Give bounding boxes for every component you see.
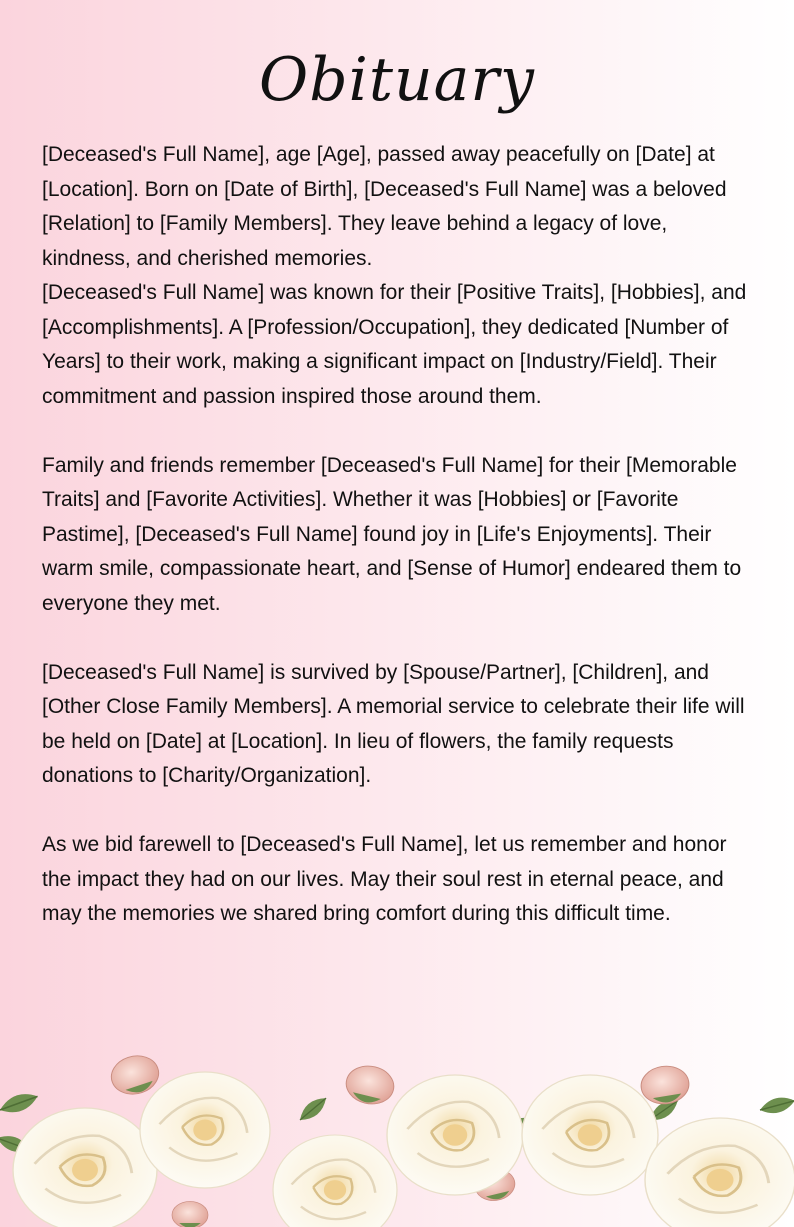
obituary-body (42, 138, 754, 932)
paragraph-intro: [Deceased's Full Name], age [Age], passed away peacefully on [Date] at [Location]. Born on [Date of Birth], [Deceased's Full Name] was a beloved [Relation] to [Family Members]. They leave behind a legacy of love, kindness, and cherished memories. (42, 143, 727, 270)
paragraph-survivors: [Deceased's Full Name] is survived by [Spouse/Partner], [Children], and [Other Close Family Members]. A memorial service to celebrate their life will be held on [Date] at [Location]. In lieu of flowers, the family requests donations to [Charity/Organization]. (42, 660, 745, 787)
rose-border-decoration (0, 1040, 794, 1227)
page-title: Obituary (259, 45, 535, 115)
paragraph-memories: Family and friends remember [Deceased's Full Name] for their [Memorable Traits] and [Favorite Activities]. Whether it was [Hobbies] or [Favorite Pastime], [Deceased's Full Name] found joy in [Life's Enjoyments]. Their warm smile, compassionate heart, and [Sense of Humor] endeared them to everyone they met. (42, 453, 742, 615)
paragraph-farewell: As we bid farewell to [Deceased's Full Name], let us remember and honor the impact they had on our lives. May their soul rest in eternal peace, and may the memories we shared bring comfort during this difficult time. (42, 833, 727, 925)
paragraph-career: [Deceased's Full Name] was known for their [Positive Traits], [Hobbies], and [Accomplishments]. A [Profession/Occupation], they dedicated [Number of Years] to their work, making a significant impact on [Industry/Field]. Their commitment and passion inspired those around them. (42, 281, 747, 408)
